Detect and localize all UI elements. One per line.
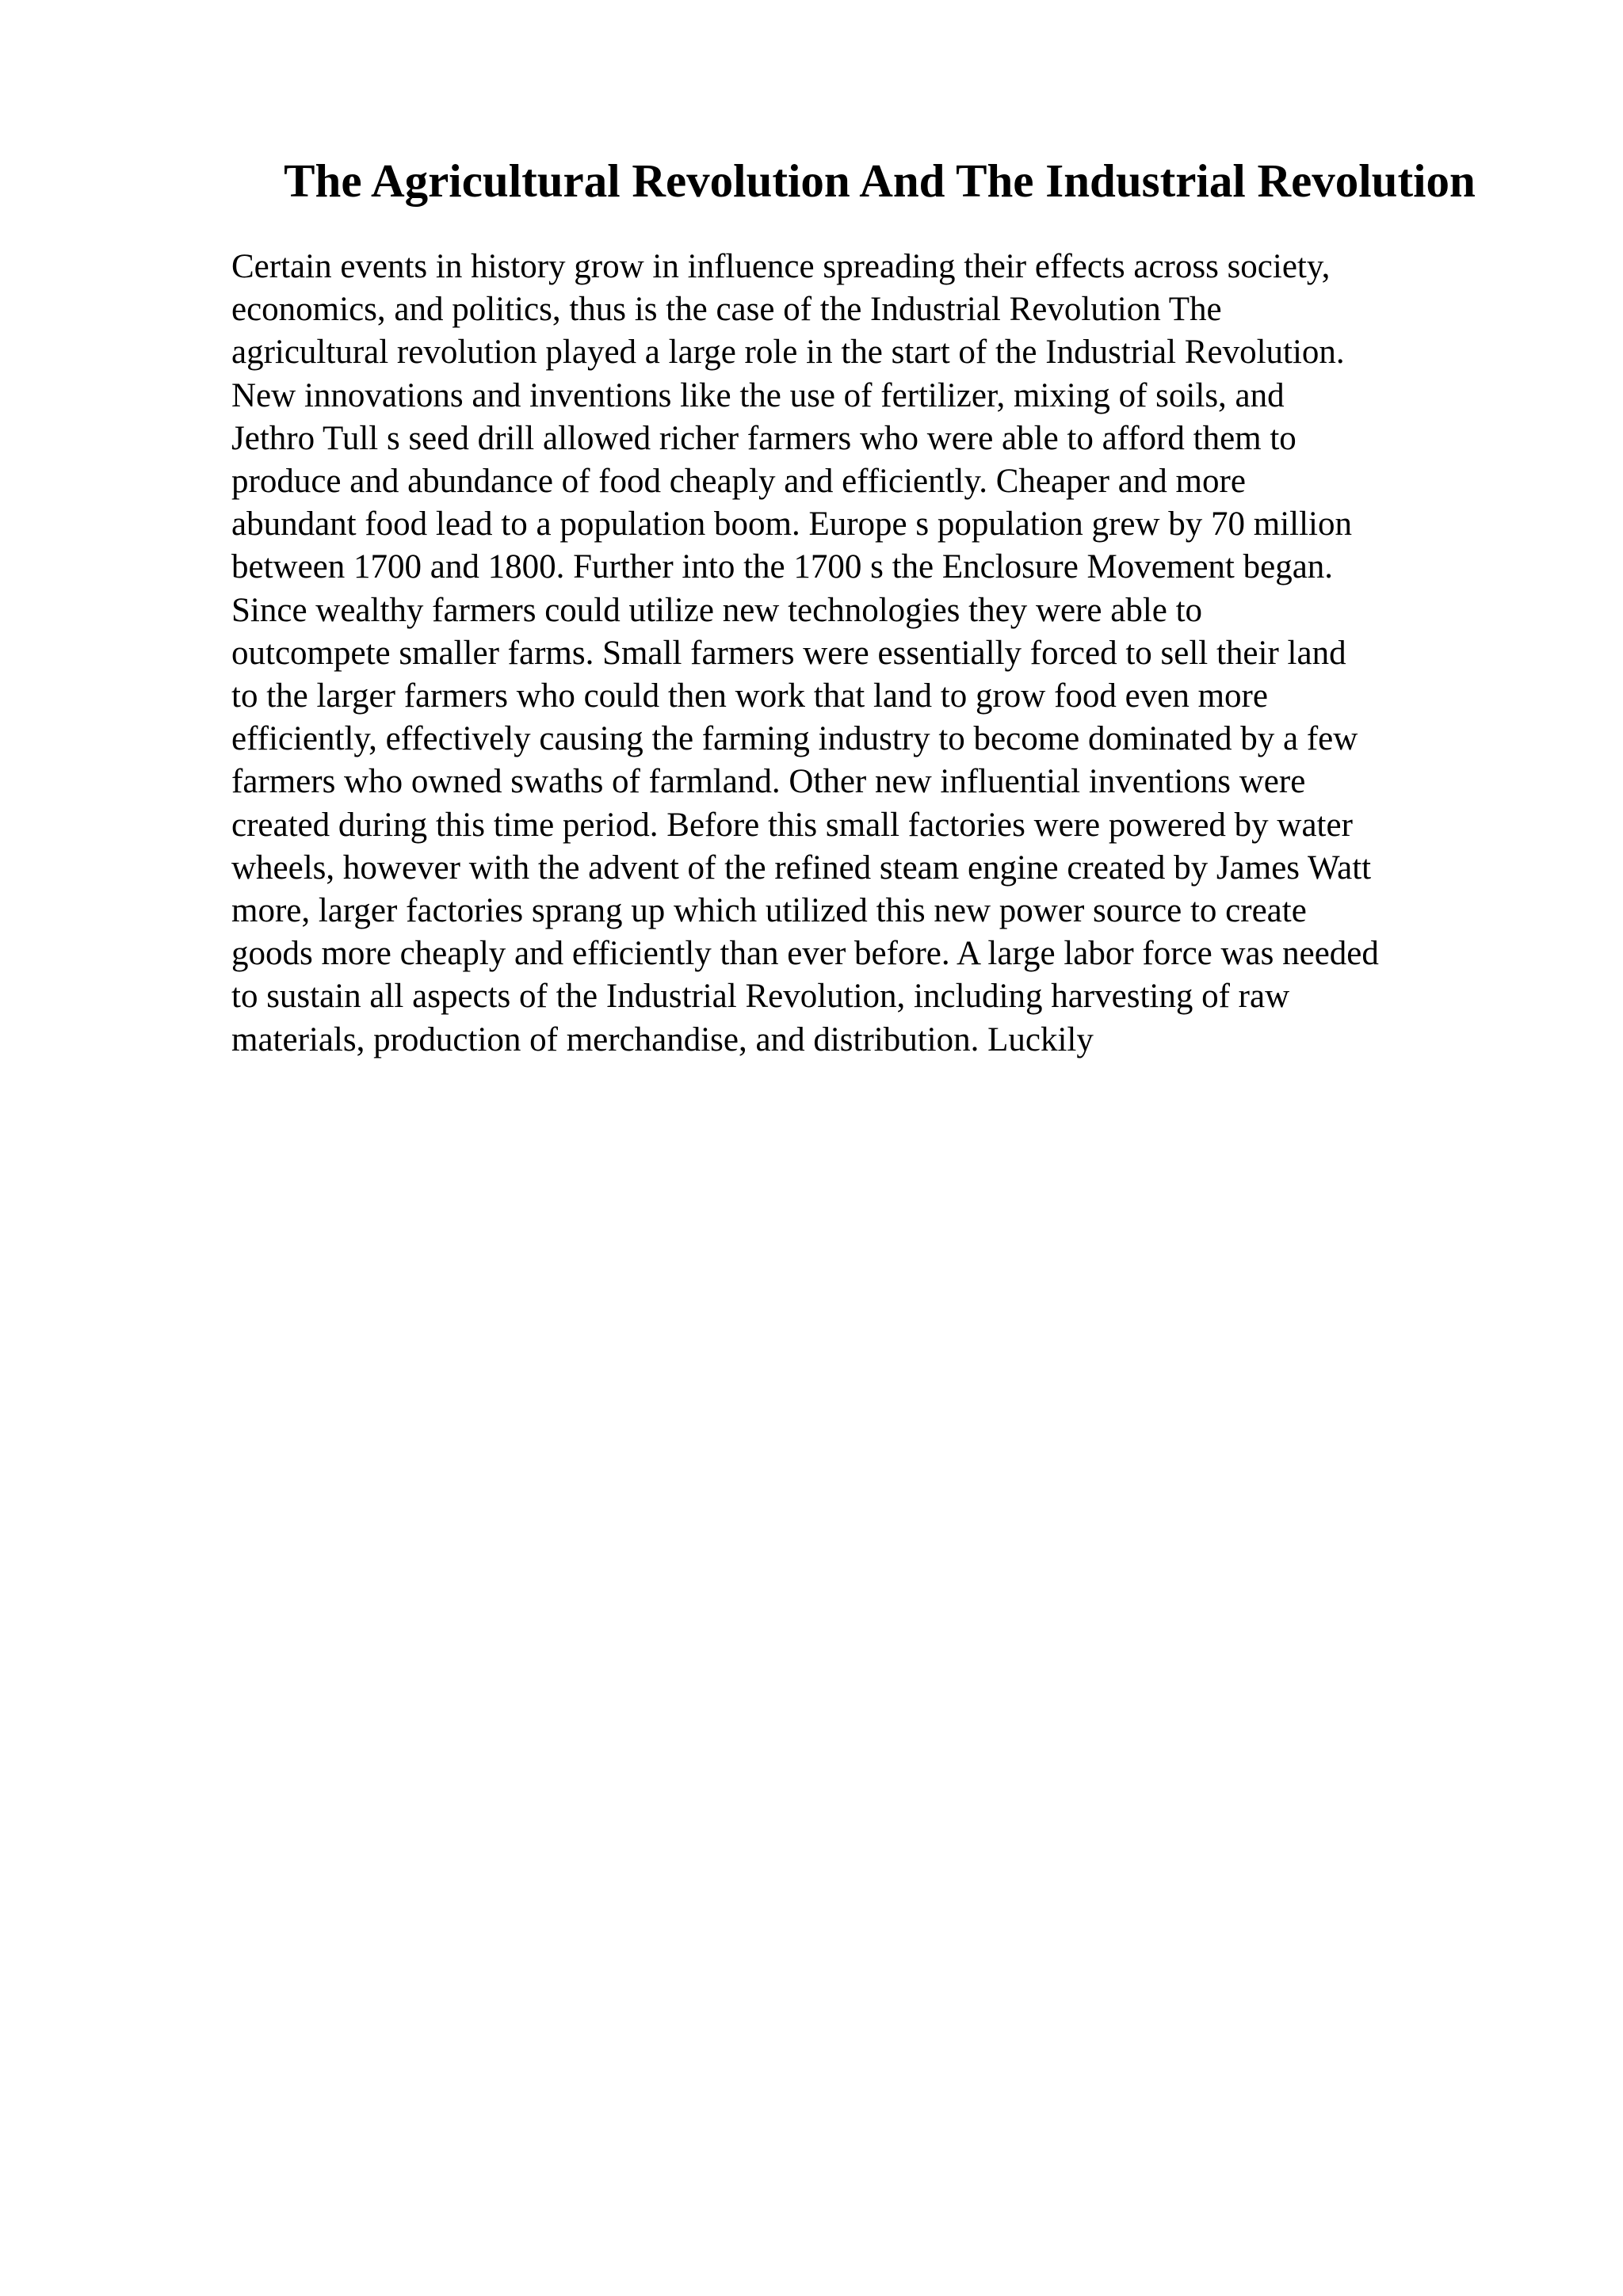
body-line: to the larger farmers who could then work that land to grow food even more: [231, 677, 1268, 715]
body-line: created during this time period. Before this small factories were powered by water: [231, 806, 1353, 844]
body-line: efficiently, effectively causing the farming industry to become dominated by a few: [231, 720, 1358, 758]
body-line: produce and abundance of food cheaply and efficiently. Cheaper and more: [231, 463, 1246, 501]
body-line: agricultural revolution played a large role in the start of the Industrial Revolution.: [231, 334, 1345, 372]
body-line: economics, and politics, thus is the case of the Industrial Revolution The: [231, 291, 1222, 329]
document-title: The Agricultural Revolution And The Industrial Revolution: [284, 154, 1476, 207]
body-line: more, larger factories sprang up which utilized this new power source to create: [231, 892, 1307, 930]
body-line: abundant food lead to a population boom. Europe s population grew by 70 million: [231, 505, 1352, 543]
body-line: to sustain all aspects of the Industrial Revolution, including harvesting of raw: [231, 978, 1290, 1016]
body-line: farmers who owned swaths of farmland. Other new influential inventions were: [231, 763, 1306, 801]
body-line: Jethro Tull s seed drill allowed richer farmers who were able to afford them to: [231, 419, 1296, 457]
body-line: materials, production of merchandise, and distribution. Luckily: [231, 1020, 1094, 1058]
body-line: Since wealthy farmers could utilize new technologies they were able to: [231, 591, 1203, 629]
document-body: [231, 246, 1531, 1062]
body-line: wheels, however with the advent of the refined steam engine created by James Watt: [231, 849, 1372, 887]
body-line: between 1700 and 1800. Further into the 1700 s the Enclosure Movement began.: [231, 548, 1334, 586]
body-line: goods more cheaply and efficiently than ever before. A large labor force was needed: [231, 935, 1379, 973]
body-line: New innovations and inventions like the use of fertilizer, mixing of soils, and: [231, 376, 1285, 414]
body-line: Certain events in history grow in influence spreading their effects across society,: [231, 248, 1331, 285]
body-line: outcompete smaller farms. Small farmers were essentially forced to sell their land: [231, 634, 1346, 672]
